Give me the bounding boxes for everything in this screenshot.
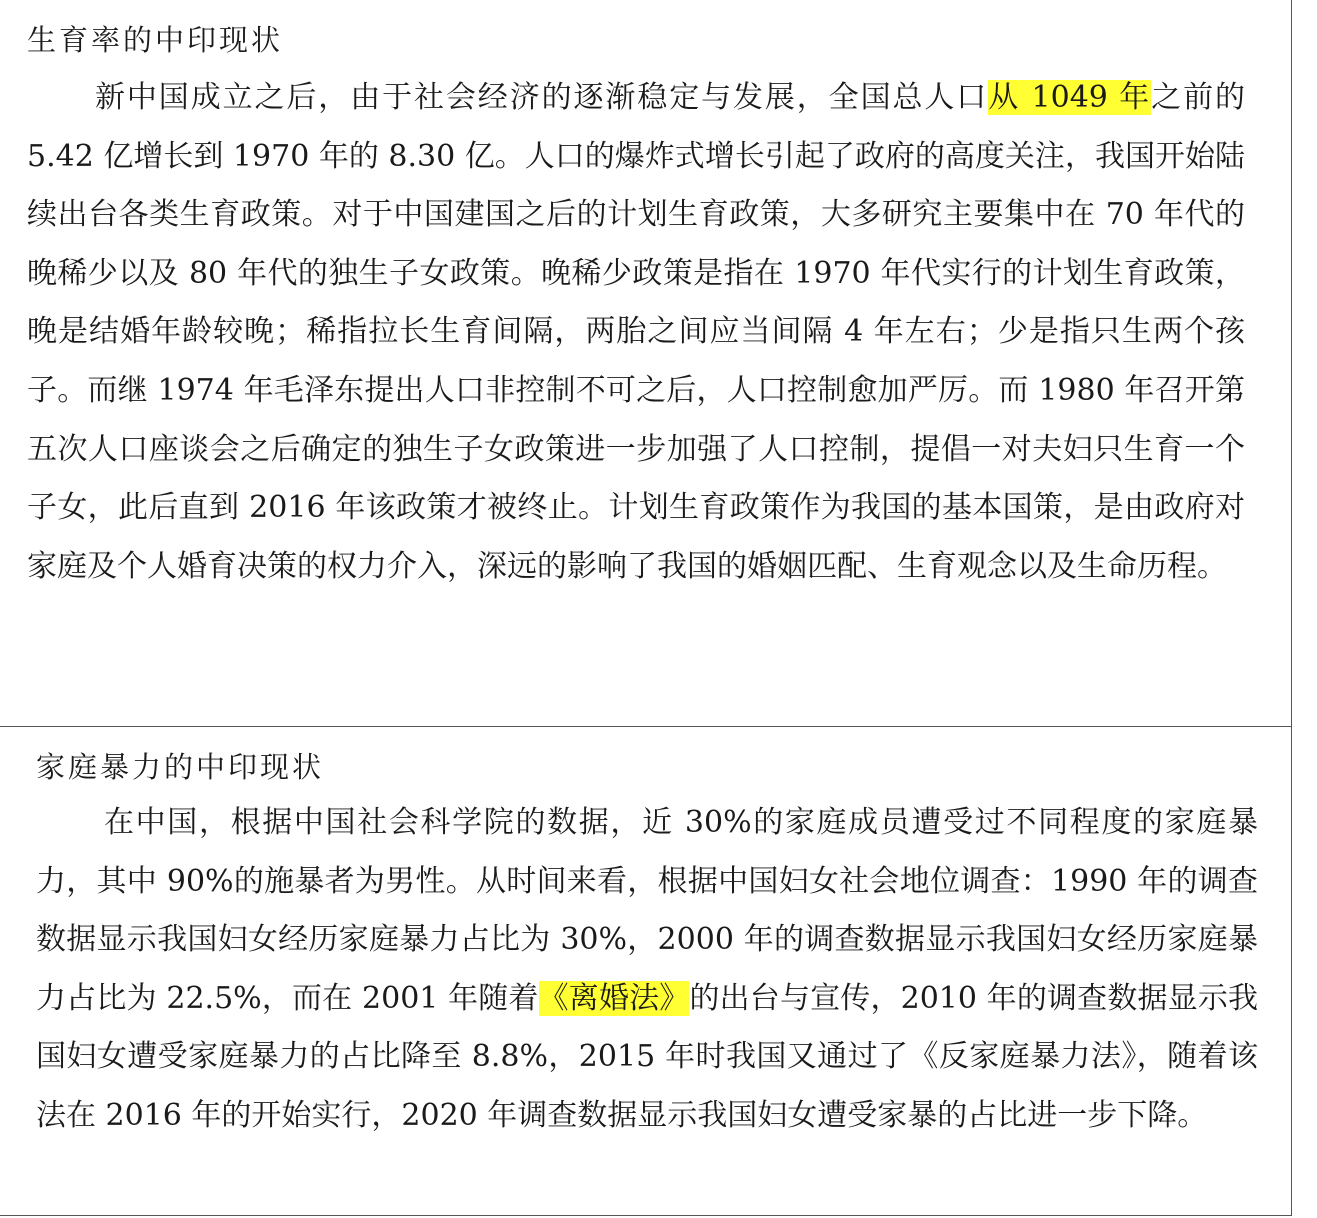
section-domestic-violence [0, 726, 1292, 1216]
paragraph-text: 新中国成立之后，由于社会经济的逐渐稳定与发展，全国总人口 [95, 80, 989, 115]
section-paragraph [36, 794, 1258, 1146]
section-heading: 家庭暴力的中印现状 [36, 750, 325, 784]
paragraph-text: 之前的 5.42 亿增长到 1970 年的 8.30 亿。人口的爆炸式增长引起了政府的高度关注，我国开始陆续出台各类生育政策。对于中国建国之后的计划生育政策，大多研究主要集中在 70 年代的晚稀少以及 80 年代的独生子女政策。晚稀少政策是指在 1970 年代实行的计划生育政策，晚是结婚年龄较晚；稀指拉长生育间隔，两胎之间应当间隔 4 年左右；少是指只生两个孩子。而继 1974 年毛泽东提出人口非控制不可之后，人口控制愈加严厉。而 1980 年召开第五次人口座谈会之后确定的独生子女政策进一步加强了人口控制，提倡一对夫妇只生育一个子女，此后直到 2016 年该政策才被终止。计划生育政策作为我国的基本国策，是由政府对家庭及个人婚育决策的权力介入，深远的影响了我国的婚姻匹配、生育观念以及生命历程。 [27, 80, 1246, 584]
paragraph-text: 在中国，根据中国社会科学院的数据，近 30%的家庭成员遭受过不同程度的家庭暴力，其中 90%的施暴者为男性。从时间来看，根据中国妇女社会地位调查：1990 年的调查数据显示我国妇女经历家庭暴力占比为 30%，2000 年的调查数据显示我国妇女经历家庭暴力占比为 22.5%，而在 2001 年随着 [36, 805, 1258, 1016]
highlighted-text: 从 1049 年 [988, 80, 1152, 115]
highlighted-text: 《离婚法》 [538, 980, 690, 1016]
paragraph-text: 的出台与宣传，2010 年的调查数据显示我国妇女遭受家庭暴力的占比降至 8.8%，2015 年时我国又通过了《反家庭暴力法》，随着该法在 2016 年的开始实行，2020 年调查数据显示我国妇女遭受家暴的占比进一步下降。 [36, 980, 1259, 1133]
section-heading: 生育率的中印现状 [27, 23, 284, 57]
section-paragraph [27, 69, 1245, 596]
